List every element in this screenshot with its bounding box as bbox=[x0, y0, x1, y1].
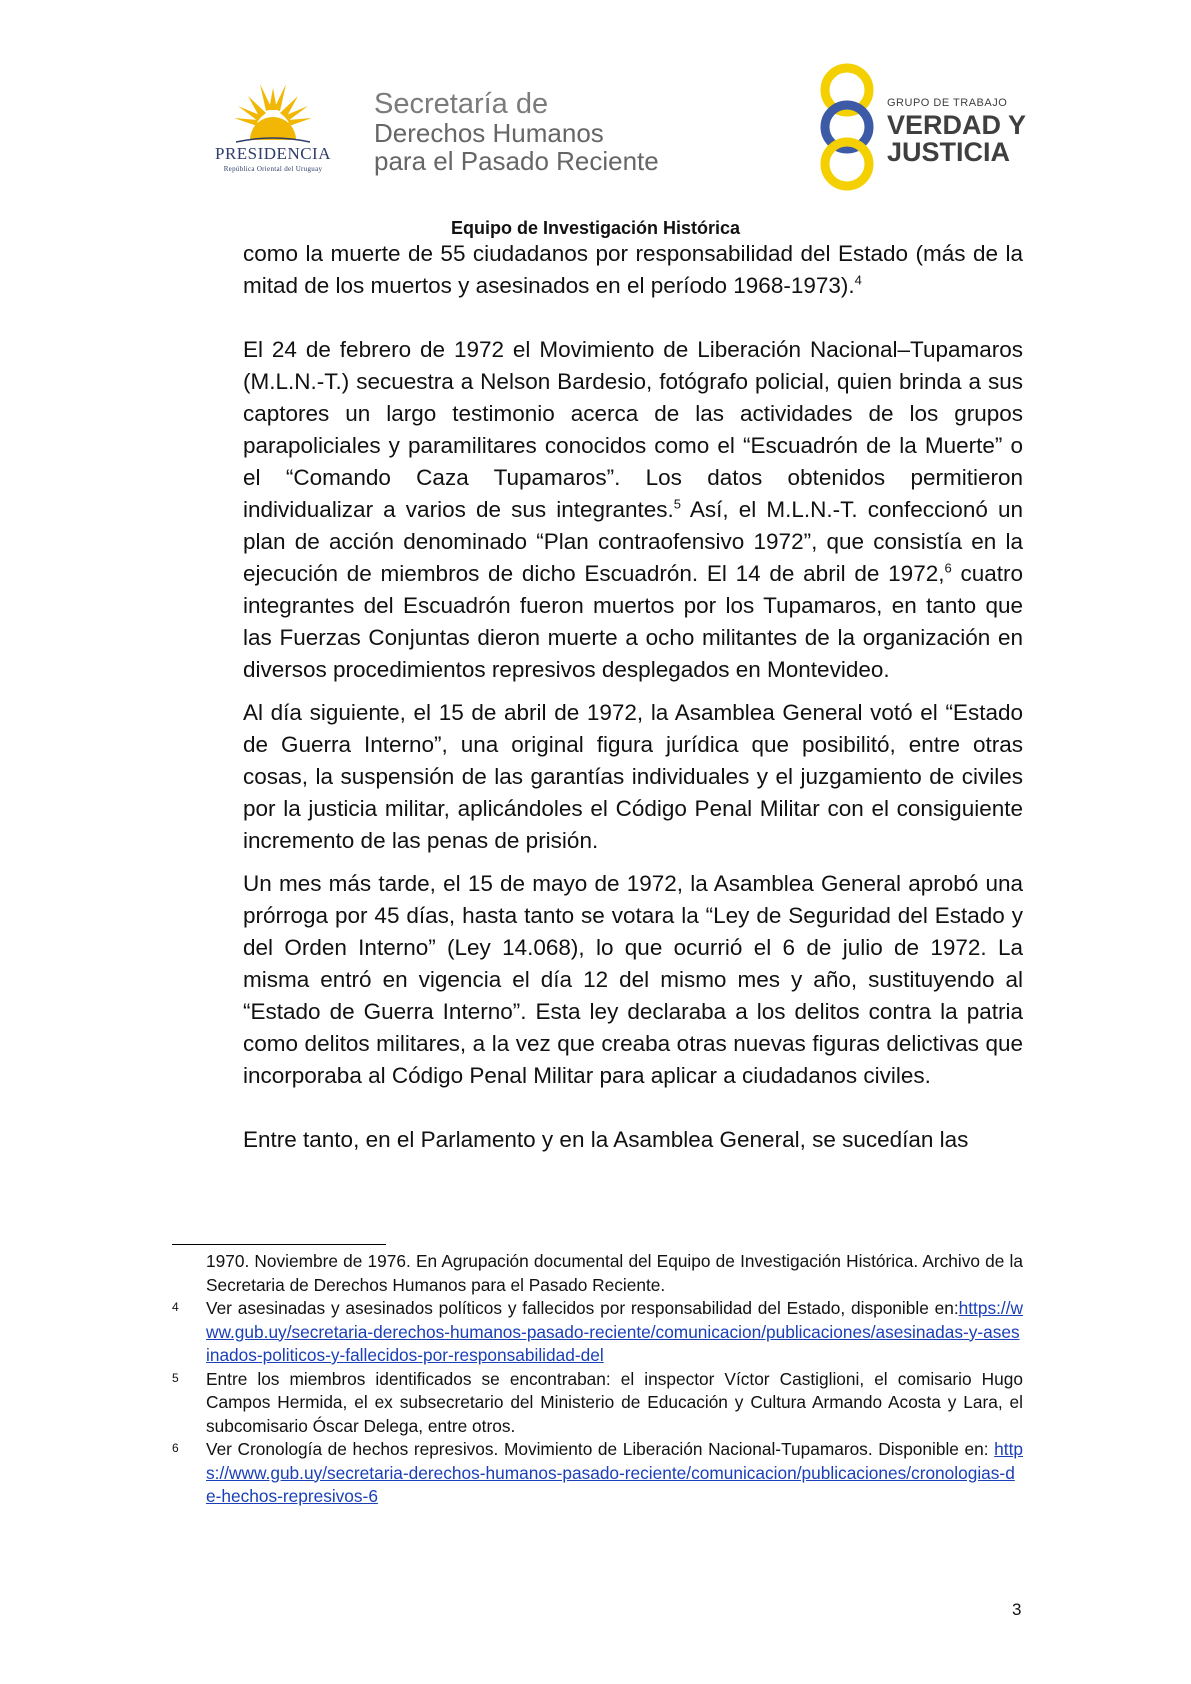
footnotes bbox=[172, 1250, 1023, 1509]
paragraph-2 bbox=[243, 334, 1023, 686]
footnote-ref-6[interactable]: 6 bbox=[944, 560, 952, 576]
presidencia-subtitle: República Oriental del Uruguay bbox=[223, 165, 323, 173]
paragraph-5: Entre tanto, en el Parlamento y en la Asamblea General, se sucedían las bbox=[243, 1127, 969, 1152]
verdad-justicia-logo bbox=[812, 62, 1032, 192]
footnote-continuation: 1970. Noviembre de 1976. En Agrupación documental del Equipo de Investigación Histórica. Archivo de la Secretaria de Derechos Humanos para el Pasado Reciente. bbox=[206, 1251, 1023, 1295]
footnote-6-number: 6 bbox=[172, 1441, 179, 1455]
paragraph-2-text-c: cuatro integrantes del Escuadrón fueron muertos por los Tupamaros, en tanto que las Fuerzas Conjuntas dieron muerte a ocho militantes de la organización en diversos procedimientos represivos desplegados en Montevideo. bbox=[243, 561, 1023, 682]
page-number: 3 bbox=[1012, 1600, 1022, 1619]
paragraph-4: Un mes más tarde, el 15 de mayo de 1972, la Asamblea General aprobó una prórroga por 45 días, hasta tanto se votara la “Ley de Seguridad del Estado y del Orden Interno” (Ley 14.068), lo que ocurrió el 6 de julio de 1972. La misma entró en vigencia el día 12 del mismo mes y año, sustituyendo al “Estado de Guerra Interno”. Esta ley declaraba a los delitos contra la patria como delitos militares, a la vez que creaba otras nuevas figuras delictivas que incorporaba al Código Penal Militar para aplicar a ciudadanos civiles. bbox=[243, 871, 1023, 1088]
footnote-5-number: 5 bbox=[172, 1370, 179, 1385]
interlocking-rings-icon bbox=[812, 62, 882, 192]
footnote-4-text: Ver asesinadas y asesinados políticos y fallecidos por responsabilidad del Estado, disponible en: bbox=[206, 1298, 959, 1318]
footnote-ref-5[interactable]: 5 bbox=[673, 496, 682, 512]
footnote-4-link[interactable]: https://www.gub.uy/secretaria-derechos-humanos-pasado-reciente/comunicacion/publicaciones/asesinadas-y-asesinados-politicos-y-fallecidos-por-responsabilidad-del bbox=[206, 1298, 1023, 1365]
footnote-ref-4[interactable]: 4 bbox=[854, 272, 862, 288]
footnote-6 bbox=[172, 1438, 1023, 1509]
grupo-label: GRUPO DE TRABAJO bbox=[887, 97, 1008, 109]
footnote-4 bbox=[172, 1297, 1023, 1368]
sun-icon bbox=[228, 80, 318, 150]
verdad-label: VERDAD Y bbox=[887, 110, 1027, 140]
paragraph-3: Al día siguiente, el 15 de abril de 1972, la Asamblea General votó el “Estado de Guerra Interno”, una original figura jurídica que posibilitó, entre otras cosas, la suspensión de las garantías individuales y el juzgamiento de civiles por la justicia militar, aplicándoles el Código Penal Militar con el consiguiente incremento de las penas de prisión. bbox=[243, 700, 1023, 853]
secretaria-logo-text bbox=[374, 90, 659, 176]
footnote-6-link[interactable]: https://www.gub.uy/secretaria-derechos-humanos-pasado-reciente/comunicacion/publicaciones/cronologias-de-hechos-represivos-6 bbox=[206, 1439, 1023, 1506]
footnote-6-text: Ver Cronología de hechos represivos. Movimiento de Liberación Nacional-Tupamaros. Disponible en: bbox=[206, 1439, 989, 1459]
justicia-label: JUSTICIA bbox=[887, 137, 1011, 167]
equipo-heading: Equipo de Investigación Histórica bbox=[450, 218, 741, 238]
footnote-5-text: Entre los miembros identificados se encontraban: el inspector Víctor Castiglioni, el comisario Hugo Campos Hermida, el ex subsecretario del Ministerio de Educación y Cultura Armando Acosta y Lara, el subcomisario Óscar Delega, entre otros. bbox=[206, 1368, 1023, 1436]
footnote-5 bbox=[172, 1368, 1023, 1439]
secretaria-line3: para el Pasado Reciente bbox=[374, 146, 659, 176]
footnote-separator bbox=[172, 1244, 386, 1245]
paragraph-2-text-a: El 24 de febrero de 1972 el Movimiento de Liberación Nacional–Tupamaros (M.L.N.-T.) secuestra a Nelson Bardesio, fotógrafo policial, quien brinda a sus captores un largo testimonio acerca de las actividades de los grupos parapoliciales y paramilitares conocidos como el “Escuadrón de la Muerte” o el “Comando Caza Tupamaros”. Los datos obtenidos permitieron individualizar a varios de sus integrantes. bbox=[243, 337, 1023, 522]
footnote-4-number: 4 bbox=[172, 1300, 179, 1314]
secretaria-line1: Secretaría de bbox=[374, 88, 549, 120]
secretaria-line2: Derechos Humanos bbox=[374, 118, 604, 148]
presidencia-name: PRESIDENCIA bbox=[214, 144, 331, 163]
body-text bbox=[243, 238, 1023, 1156]
presidencia-logo bbox=[198, 80, 348, 180]
paragraph-1-text: como la muerte de 55 ciudadanos por responsabilidad del Estado (más de la mitad de los muertos y asesinados en el período 1968-1973). bbox=[243, 241, 1023, 298]
paragraph-1 bbox=[243, 238, 1023, 302]
paragraph-2-text-b: Así, el M.L.N.-T. confeccionó un plan de acción denominado “Plan contraofensivo 1972”, que consistía en la ejecución de miembros de dicho Escuadrón. El 14 de abril de 1972, bbox=[243, 497, 1023, 586]
